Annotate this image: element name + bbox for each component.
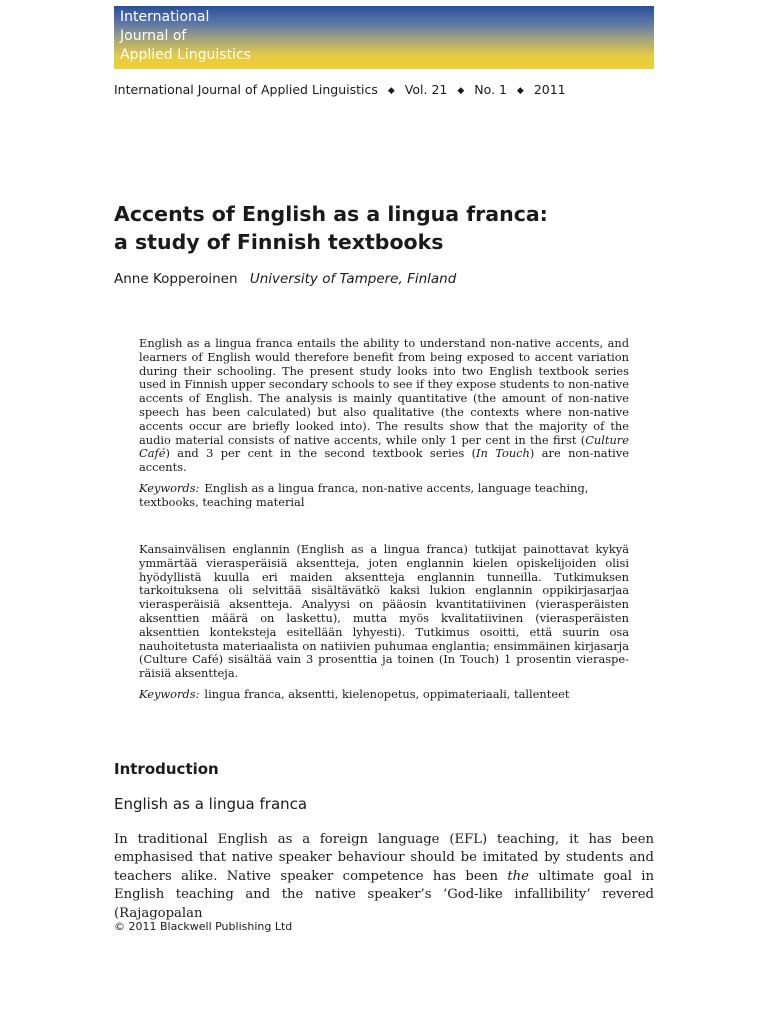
article-title-line-2: a study of Finnish textbooks <box>114 230 444 254</box>
series-name: Culture Café <box>139 432 629 461</box>
abstract-english <box>139 337 629 510</box>
journal-banner-title <box>120 8 420 65</box>
keywords-english <box>139 482 629 510</box>
abstract-text-part: ) are non-native accents. <box>139 446 629 475</box>
author-line <box>114 271 456 287</box>
abstract-finnish-text: Kansainvälisen englannin (English as a lingua franca) tutkijat painottavat kykyä ymmärtää vierasperäisiä aksentteja, joten englannin kielen opiskelijoiden olisi hyödyllistä kuulla eri maiden aksentteja englannin tunneilla. Tutkimuksen tarkoituksena oli selvittää sisältävätkö kaksi lukion englannin oppikirjasarjaa vierasperäisiä aksentteja. Analyysi on pääosin kvantitatiivinen (vierasperäisten aksenttien määrä on laskettu), mutta myös kvalitatiivinen (vierasperäisten aksenttien konteksteja esitellään lyhyesti). Tutkimus osoitti, että suurin osa nauhoitetusta materiaalista on natiivien puhumaa englantia; ensimmäinen kirjasarja (Culture Café) sisältää vain 3 prosenttia ja toinen (In Touch) 1 prosentin vierasperäisiä aksentteja. <box>139 542 629 681</box>
journal-banner <box>114 6 654 69</box>
subsection-heading: English as a lingua franca <box>114 795 308 813</box>
citation-journal: International Journal of Applied Linguistics <box>114 82 378 97</box>
author-affiliation: University of Tampere, Finland <box>249 271 457 287</box>
journal-banner-line-1: International <box>120 9 210 25</box>
article-title-line-1: Accents of English as a lingua franca: <box>114 202 548 226</box>
citation-year: 2011 <box>533 82 566 97</box>
series-name: In Touch <box>476 446 530 461</box>
citation-separator: ◆ <box>457 86 465 96</box>
body-emphasis: the <box>507 868 529 884</box>
keywords-list: lingua franca, aksentti, kielenopetus, oppimateriaali, tallenteet <box>204 686 570 701</box>
journal-banner-line-2: Journal of <box>120 28 187 44</box>
citation-number: No. 1 <box>474 82 507 97</box>
copyright-notice: © 2011 Blackwell Publishing Ltd <box>114 920 293 933</box>
keywords-finnish <box>139 688 629 702</box>
citation-volume: Vol. 21 <box>404 82 448 97</box>
abstract-text-part: English as a lingua franca entails the ability to understand non-native accents, and learners of English would therefore benefit from being exposed to accent variation during their schooling. The present study looks into two English textbook series used in Finnish upper secondary schools to see if they expose students to non-native accents of English. The analysis is mainly quantitative (the amount of non-native speech has been calculated) but also qualitative (the contexts where non-native accents occur are briefly looked into). The results show that the majority of the audio material consists of native accents, while only 1 per cent in the first ( <box>139 336 629 447</box>
abstract-text-part: ) and 3 per cent in the second textbook series ( <box>165 446 477 461</box>
section-heading: Introduction <box>114 760 219 778</box>
abstract-english-text <box>139 337 629 475</box>
citation-separator: ◆ <box>516 86 524 96</box>
citation-line <box>114 82 566 97</box>
body-text-part: In traditional English as a foreign language (EFL) teaching, it has been emphasised that native speaker behaviour should be imitated by students and teachers alike. Native speaker competence has been <box>114 832 654 884</box>
keywords-list: English as a lingua franca, non-native accents, language teaching, textbooks, teaching material <box>139 480 589 509</box>
body-paragraph-text <box>114 831 654 923</box>
body-paragraph <box>114 831 654 923</box>
keywords-label: Keywords: <box>139 686 200 701</box>
journal-banner-line-3: Applied Linguistics <box>120 47 251 63</box>
author-name: Anne Kopperoinen <box>114 271 238 287</box>
article-title <box>114 200 654 256</box>
citation-separator: ◆ <box>387 86 395 96</box>
abstract-finnish <box>139 543 629 702</box>
body-text-part: ultimate goal in English teaching and the native speaker’s ‘God-like infallibility’ revered (Rajagopalan <box>114 868 655 921</box>
keywords-label: Keywords: <box>139 480 200 495</box>
